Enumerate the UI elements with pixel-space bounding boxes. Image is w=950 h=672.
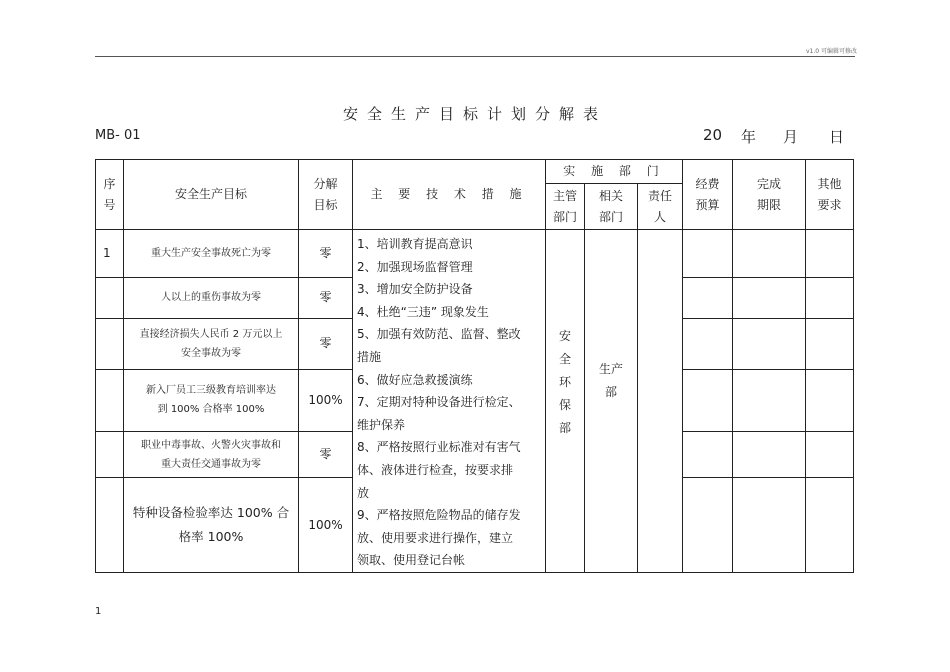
main-dept-char: 全 [558,352,571,367]
measure-line: 放 [357,485,370,500]
row-other [806,369,854,432]
row-seq [96,432,124,478]
row-goal-line: 职业中毒事故、火警火灾事故和 [141,439,281,451]
measure-line: 5、加强有效防范、监督、整改 [357,327,521,342]
measure-line: 4、杜绝“三违” 现象发生 [357,304,489,319]
measure-line: 7、定期对特种设备进行检定、 [357,395,521,410]
main-dept-char: 环 [558,375,571,390]
related-dept-line: 部 [604,384,617,399]
row-budget [683,319,733,370]
row-deadline [733,277,806,318]
row-other [806,477,854,572]
header-seq-line: 号 [103,197,116,212]
row-deadline [733,319,806,370]
header-responsible-line: 责任 [647,188,672,203]
measure-line: 维护保养 [357,417,406,432]
measure-line: 3、增加安全防护设备 [357,282,473,297]
row-goal-line: 到 100% 合格率 100% [157,404,265,416]
measure-line: 放、使用要求进行操作，建立 [357,530,514,545]
header-budget [683,160,733,230]
header-departments: 实 施 部 门 [546,160,683,184]
row-budget [683,369,733,432]
main-dept-char: 保 [558,398,571,413]
row-subgoal: 零 [299,230,353,278]
main-dept-cell [546,230,585,573]
header-responsible-line: 人 [653,209,666,224]
row-deadline [733,369,806,432]
row-goal [124,432,299,478]
row-other [806,230,854,278]
related-dept-cell [585,230,638,573]
main-dept-char: 安 [558,329,571,344]
table-row [96,230,854,278]
responsible-cell [638,230,683,573]
measure-line: 2、加强现场监督管理 [357,259,473,274]
date-month-label: 月 [783,128,799,146]
measure-line: 领取、使用登记台帐 [357,553,466,568]
row-goal-line: 新入厂员工三级教育培训率达 [146,385,276,397]
header-related-dept-line: 部门 [598,209,623,224]
measure-line: 9、严格按照危险物品的储存发 [357,508,521,523]
row-deadline [733,477,806,572]
row-goal [124,230,299,278]
header-subgoal-line: 目标 [313,197,338,212]
form-number: MB- 01 [95,128,141,143]
header-subgoal-line: 分解 [313,176,338,191]
header-responsible [638,184,683,230]
measure-line: 8、严格按照行业标准对有害气 [357,440,521,455]
date-year-label: 年 [741,128,757,146]
row-budget [683,477,733,572]
row-subgoal: 100% [299,477,353,572]
row-budget [683,277,733,318]
row-goal-line: 特种设备检验率达 100% 合 [132,505,290,521]
date-year-prefix: 20 [703,126,723,144]
header-deadline-line: 完成 [756,176,781,191]
header-seq-line: 序 [103,176,116,191]
row-subgoal: 100% [299,369,353,432]
row-budget [683,230,733,278]
row-goal-line: 直接经济损失人民币 2 万元以上 [139,328,283,340]
row-other [806,319,854,370]
header-related-dept-line: 相关 [598,188,623,203]
row-goal-line: 重大生产安全事故死亡为零 [151,247,271,259]
row-goal-line: 格率 100% [178,528,244,544]
header-other-line: 要求 [817,197,842,212]
row-goal [124,277,299,318]
row-seq [96,477,124,572]
measure-line: 措施 [357,349,382,364]
measure-line: 6、做好应急救援演练 [357,372,473,387]
date-day-label: 日 [829,128,845,146]
row-goal-line: 重大责任交通事故为零 [161,458,261,470]
header-main-dept-line: 主管 [552,188,577,203]
main-dept-char: 部 [558,421,571,436]
row-goal [124,369,299,432]
row-goal [124,477,299,572]
header-main-dept-line: 部门 [552,209,577,224]
document-title: 安全生产目标计划分解表 [342,105,607,123]
header-seq [96,160,124,230]
row-subgoal: 零 [299,319,353,370]
header-deadline [733,160,806,230]
header-main-dept [546,184,585,230]
header-other [806,160,854,230]
header-measures: 主 要 技 术 措 施 [353,160,546,230]
measure-line: 体、液体进行检查，按要求排 [357,462,514,477]
row-budget [683,432,733,478]
row-subgoal: 零 [299,277,353,318]
row-seq [96,277,124,318]
row-goal-line: 人以上的重伤事故为零 [161,292,261,304]
header-subgoal [299,160,353,230]
header-budget-line: 预算 [695,197,720,212]
row-seq [96,369,124,432]
row-subgoal: 零 [299,432,353,478]
measure-line: 1、培训教育提高意识 [357,237,473,251]
header-deadline-line: 期限 [756,197,781,212]
header-budget-line: 经费 [695,176,720,191]
header-other-line: 其他 [817,176,842,191]
related-dept-line: 生产 [598,361,623,376]
row-other [806,432,854,478]
row-seq [96,319,124,370]
row-deadline [733,230,806,278]
header-goal: 安全生产目标 [124,160,299,230]
row-seq: 1 [96,230,124,278]
header-row-1 [96,160,854,184]
page-number: 1 [95,606,102,617]
row-goal [124,319,299,370]
measures-cell [353,230,546,573]
version-note: v1.0 可编辑可修改 [806,48,858,55]
row-other [806,277,854,318]
row-goal-line: 安全事故为零 [181,347,241,359]
row-deadline [733,432,806,478]
header-rule [95,56,855,57]
safety-goal-table [95,159,854,573]
header-related-dept [585,184,638,230]
